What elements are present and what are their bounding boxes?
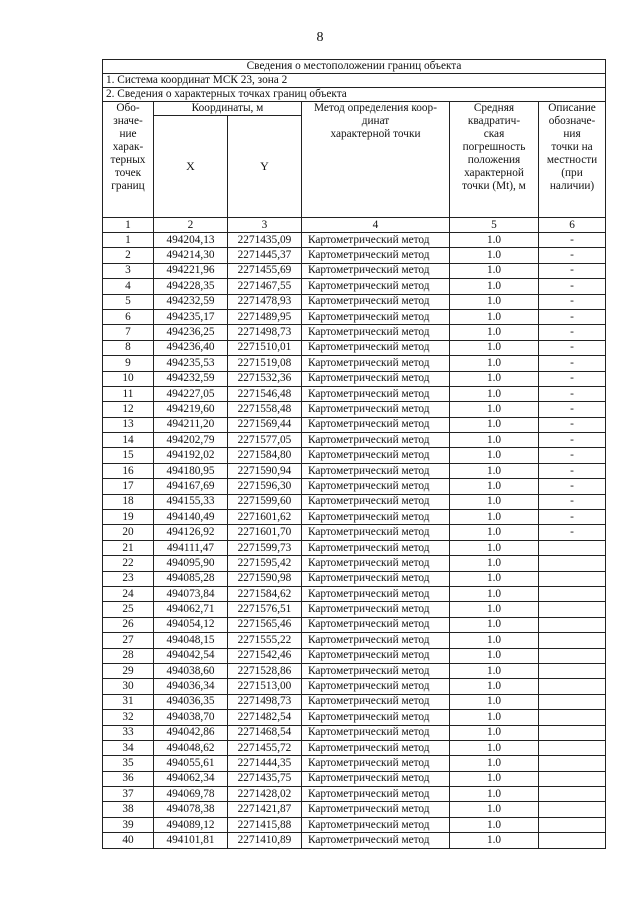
table-row	[103, 633, 606, 648]
method: Картометрический метод	[302, 356, 450, 371]
coord-x: 494069,78	[154, 787, 228, 802]
method: Картометрический метод	[302, 725, 450, 740]
description	[539, 771, 606, 786]
coord-x: 494038,70	[154, 710, 228, 725]
method: Картометрический метод	[302, 710, 450, 725]
header-accuracy: Средняя квадратич- ская погрешность положения характерной точки (Mt), м	[450, 102, 539, 218]
coord-x: 494042,86	[154, 725, 228, 740]
table-row	[103, 233, 606, 248]
accuracy: 1.0	[450, 294, 539, 309]
coord-x: 494048,62	[154, 740, 228, 755]
point-number: 1	[103, 233, 154, 248]
description	[539, 633, 606, 648]
description	[539, 802, 606, 817]
description: -	[539, 386, 606, 401]
coord-x: 494036,35	[154, 694, 228, 709]
point-number: 26	[103, 617, 154, 632]
column-number: 2	[154, 218, 228, 233]
table-row	[103, 433, 606, 448]
coord-y: 2271601,70	[228, 525, 302, 540]
point-number: 18	[103, 494, 154, 509]
table-row	[103, 540, 606, 555]
description	[539, 663, 606, 678]
description	[539, 725, 606, 740]
coord-x: 494202,79	[154, 433, 228, 448]
accuracy: 1.0	[450, 633, 539, 648]
description: -	[539, 402, 606, 417]
point-number: 19	[103, 510, 154, 525]
coord-y: 2271565,46	[228, 617, 302, 632]
table-row	[103, 263, 606, 278]
table-row	[103, 725, 606, 740]
method: Картометрический метод	[302, 694, 450, 709]
description	[539, 694, 606, 709]
boundary-points-table	[102, 59, 606, 849]
coord-x: 494167,69	[154, 479, 228, 494]
coord-x: 494235,53	[154, 356, 228, 371]
point-number: 23	[103, 571, 154, 586]
accuracy: 1.0	[450, 694, 539, 709]
coord-x: 494155,33	[154, 494, 228, 509]
method: Картометрический метод	[302, 771, 450, 786]
table-row	[103, 525, 606, 540]
description	[539, 617, 606, 632]
method: Картометрический метод	[302, 386, 450, 401]
table-row	[103, 833, 606, 848]
accuracy: 1.0	[450, 648, 539, 663]
method: Картометрический метод	[302, 802, 450, 817]
coord-y: 2271595,42	[228, 556, 302, 571]
method: Картометрический метод	[302, 556, 450, 571]
method: Картометрический метод	[302, 617, 450, 632]
coord-x: 494085,28	[154, 571, 228, 586]
point-number: 36	[103, 771, 154, 786]
description	[539, 833, 606, 848]
description	[539, 710, 606, 725]
accuracy: 1.0	[450, 756, 539, 771]
method: Картометрический метод	[302, 571, 450, 586]
coord-y: 2271577,05	[228, 433, 302, 448]
description	[539, 602, 606, 617]
description: -	[539, 433, 606, 448]
point-number: 14	[103, 433, 154, 448]
coord-y: 2271428,02	[228, 787, 302, 802]
table-row	[103, 663, 606, 678]
table-row	[103, 371, 606, 386]
accuracy: 1.0	[450, 386, 539, 401]
coord-y: 2271590,94	[228, 463, 302, 478]
description: -	[539, 309, 606, 324]
accuracy: 1.0	[450, 817, 539, 832]
point-number: 6	[103, 309, 154, 324]
column-number: 4	[302, 218, 450, 233]
header-point: Обо- значе- ние харак- терных точек границ	[103, 102, 154, 218]
description: -	[539, 417, 606, 432]
table-row	[103, 402, 606, 417]
point-number: 4	[103, 279, 154, 294]
coord-x: 494038,60	[154, 663, 228, 678]
table-row	[103, 340, 606, 355]
method: Картометрический метод	[302, 479, 450, 494]
method: Картометрический метод	[302, 494, 450, 509]
description: -	[539, 448, 606, 463]
coord-x: 494140,49	[154, 510, 228, 525]
table-row	[103, 571, 606, 586]
accuracy: 1.0	[450, 263, 539, 278]
coord-x: 494211,20	[154, 417, 228, 432]
method: Картометрический метод	[302, 602, 450, 617]
coord-y: 2271590,98	[228, 571, 302, 586]
accuracy: 1.0	[450, 463, 539, 478]
coord-y: 2271478,93	[228, 294, 302, 309]
point-number: 35	[103, 756, 154, 771]
coord-y: 2271489,95	[228, 309, 302, 324]
table-row	[103, 710, 606, 725]
description: -	[539, 248, 606, 263]
column-number: 5	[450, 218, 539, 233]
coord-y: 2271546,48	[228, 386, 302, 401]
method: Картометрический метод	[302, 279, 450, 294]
point-number: 29	[103, 663, 154, 678]
coord-x: 494192,02	[154, 448, 228, 463]
coord-y: 2271599,60	[228, 494, 302, 509]
accuracy: 1.0	[450, 571, 539, 586]
method: Картометрический метод	[302, 402, 450, 417]
table-row	[103, 248, 606, 263]
description: -	[539, 479, 606, 494]
accuracy: 1.0	[450, 663, 539, 678]
coord-x: 494227,05	[154, 386, 228, 401]
coord-y: 2271455,69	[228, 263, 302, 278]
point-number: 15	[103, 448, 154, 463]
description: -	[539, 356, 606, 371]
point-number: 2	[103, 248, 154, 263]
accuracy: 1.0	[450, 402, 539, 417]
accuracy: 1.0	[450, 740, 539, 755]
description	[539, 756, 606, 771]
coord-x: 494054,12	[154, 617, 228, 632]
coord-y: 2271410,89	[228, 833, 302, 848]
coord-y: 2271482,54	[228, 710, 302, 725]
point-number: 3	[103, 263, 154, 278]
point-number: 33	[103, 725, 154, 740]
coord-y: 2271467,55	[228, 279, 302, 294]
table-row	[103, 679, 606, 694]
method: Картометрический метод	[302, 586, 450, 601]
header-y: Y	[228, 116, 302, 218]
accuracy: 1.0	[450, 771, 539, 786]
point-number: 8	[103, 340, 154, 355]
description: -	[539, 510, 606, 525]
coord-y: 2271569,44	[228, 417, 302, 432]
description: -	[539, 279, 606, 294]
point-number: 11	[103, 386, 154, 401]
accuracy: 1.0	[450, 802, 539, 817]
accuracy: 1.0	[450, 448, 539, 463]
method: Картометрический метод	[302, 633, 450, 648]
description	[539, 740, 606, 755]
table-row	[103, 617, 606, 632]
accuracy: 1.0	[450, 479, 539, 494]
coord-y: 2271519,08	[228, 356, 302, 371]
coord-x: 494236,25	[154, 325, 228, 340]
point-number: 10	[103, 371, 154, 386]
accuracy: 1.0	[450, 356, 539, 371]
method: Картометрический метод	[302, 263, 450, 278]
method: Картометрический метод	[302, 679, 450, 694]
method: Картометрический метод	[302, 309, 450, 324]
method: Картометрический метод	[302, 817, 450, 832]
table-row	[103, 494, 606, 509]
accuracy: 1.0	[450, 371, 539, 386]
table-row	[103, 817, 606, 832]
coord-y: 2271415,88	[228, 817, 302, 832]
description	[539, 540, 606, 555]
table-row	[103, 602, 606, 617]
point-number: 37	[103, 787, 154, 802]
table-row	[103, 694, 606, 709]
coord-x: 494221,96	[154, 263, 228, 278]
method: Картометрический метод	[302, 510, 450, 525]
description: -	[539, 340, 606, 355]
description	[539, 679, 606, 694]
coord-x: 494042,54	[154, 648, 228, 663]
column-number: 1	[103, 218, 154, 233]
method: Картометрический метод	[302, 340, 450, 355]
coord-y: 2271584,80	[228, 448, 302, 463]
coord-x: 494111,47	[154, 540, 228, 555]
table-row	[103, 586, 606, 601]
accuracy: 1.0	[450, 679, 539, 694]
coord-y: 2271558,48	[228, 402, 302, 417]
coord-y: 2271455,72	[228, 740, 302, 755]
description	[539, 787, 606, 802]
coord-x: 494235,17	[154, 309, 228, 324]
point-number: 27	[103, 633, 154, 648]
method: Картометрический метод	[302, 756, 450, 771]
description: -	[539, 263, 606, 278]
point-number: 28	[103, 648, 154, 663]
description	[539, 817, 606, 832]
coord-x: 494126,92	[154, 525, 228, 540]
method: Картометрический метод	[302, 325, 450, 340]
description: -	[539, 233, 606, 248]
coord-x: 494214,30	[154, 248, 228, 263]
coord-y: 2271584,62	[228, 586, 302, 601]
point-number: 16	[103, 463, 154, 478]
table-row	[103, 756, 606, 771]
table-row	[103, 740, 606, 755]
coord-x: 494062,34	[154, 771, 228, 786]
coord-x: 494219,60	[154, 402, 228, 417]
point-number: 17	[103, 479, 154, 494]
method: Картометрический метод	[302, 463, 450, 478]
point-number: 9	[103, 356, 154, 371]
coord-x: 494236,40	[154, 340, 228, 355]
header-coords: Координаты, м	[154, 102, 302, 116]
description	[539, 556, 606, 571]
point-number: 7	[103, 325, 154, 340]
accuracy: 1.0	[450, 279, 539, 294]
description: -	[539, 371, 606, 386]
description	[539, 571, 606, 586]
page-number: 8	[316, 30, 324, 45]
column-number: 3	[228, 218, 302, 233]
accuracy: 1.0	[450, 725, 539, 740]
point-number: 38	[103, 802, 154, 817]
table-row	[103, 279, 606, 294]
coord-x: 494232,59	[154, 294, 228, 309]
method: Картометрический метод	[302, 740, 450, 755]
header-method: Метод определения коор- динат характерной точки	[302, 102, 450, 218]
table-row	[103, 356, 606, 371]
point-number: 22	[103, 556, 154, 571]
coord-x: 494232,59	[154, 371, 228, 386]
method: Картометрический метод	[302, 787, 450, 802]
coord-y: 2271596,30	[228, 479, 302, 494]
point-number: 32	[103, 710, 154, 725]
point-number: 31	[103, 694, 154, 709]
method: Картометрический метод	[302, 371, 450, 386]
method: Картометрический метод	[302, 525, 450, 540]
accuracy: 1.0	[450, 617, 539, 632]
coord-y: 2271468,54	[228, 725, 302, 740]
coord-y: 2271498,73	[228, 694, 302, 709]
accuracy: 1.0	[450, 325, 539, 340]
coord-y: 2271513,00	[228, 679, 302, 694]
description	[539, 586, 606, 601]
table-row	[103, 787, 606, 802]
table-row	[103, 802, 606, 817]
point-number: 24	[103, 586, 154, 601]
point-number: 20	[103, 525, 154, 540]
table-row	[103, 556, 606, 571]
coord-y: 2271542,46	[228, 648, 302, 663]
point-number: 30	[103, 679, 154, 694]
accuracy: 1.0	[450, 417, 539, 432]
accuracy: 1.0	[450, 433, 539, 448]
table-row	[103, 386, 606, 401]
method: Картометрический метод	[302, 833, 450, 848]
method: Картометрический метод	[302, 448, 450, 463]
header-description: Описание обозначе- ния точки на местности (при наличии)	[539, 102, 606, 218]
method: Картометрический метод	[302, 540, 450, 555]
coord-x: 494036,34	[154, 679, 228, 694]
coord-x: 494089,12	[154, 817, 228, 832]
accuracy: 1.0	[450, 309, 539, 324]
description: -	[539, 525, 606, 540]
coord-x: 494228,35	[154, 279, 228, 294]
column-number: 6	[539, 218, 606, 233]
point-number: 5	[103, 294, 154, 309]
point-number: 25	[103, 602, 154, 617]
coord-y: 2271532,36	[228, 371, 302, 386]
accuracy: 1.0	[450, 602, 539, 617]
coord-y: 2271601,62	[228, 510, 302, 525]
method: Картометрический метод	[302, 248, 450, 263]
accuracy: 1.0	[450, 586, 539, 601]
coord-y: 2271444,35	[228, 756, 302, 771]
point-number: 12	[103, 402, 154, 417]
method: Картометрический метод	[302, 663, 450, 678]
point-number: 39	[103, 817, 154, 832]
header-x: X	[154, 116, 228, 218]
accuracy: 1.0	[450, 233, 539, 248]
table-row	[103, 510, 606, 525]
accuracy: 1.0	[450, 494, 539, 509]
description: -	[539, 463, 606, 478]
description: -	[539, 294, 606, 309]
table-row	[103, 309, 606, 324]
table-row	[103, 417, 606, 432]
coord-y: 2271445,37	[228, 248, 302, 263]
point-number: 21	[103, 540, 154, 555]
description: -	[539, 325, 606, 340]
coord-x: 494048,15	[154, 633, 228, 648]
coord-x: 494180,95	[154, 463, 228, 478]
section-title: 2. Сведения о характерных точках границ объекта	[103, 88, 606, 102]
coord-x: 494095,90	[154, 556, 228, 571]
coord-x: 494204,13	[154, 233, 228, 248]
description: -	[539, 494, 606, 509]
table-title: Сведения о местоположении границ объекта	[103, 60, 606, 74]
table-row	[103, 648, 606, 663]
point-number: 40	[103, 833, 154, 848]
coord-y: 2271435,75	[228, 771, 302, 786]
method: Картометрический метод	[302, 433, 450, 448]
accuracy: 1.0	[450, 556, 539, 571]
method: Картометрический метод	[302, 233, 450, 248]
table-row	[103, 479, 606, 494]
accuracy: 1.0	[450, 510, 539, 525]
coord-y: 2271435,09	[228, 233, 302, 248]
table-row	[103, 463, 606, 478]
table-row	[103, 325, 606, 340]
coord-y: 2271555,22	[228, 633, 302, 648]
accuracy: 1.0	[450, 833, 539, 848]
accuracy: 1.0	[450, 787, 539, 802]
coord-y: 2271599,73	[228, 540, 302, 555]
coord-y: 2271498,73	[228, 325, 302, 340]
accuracy: 1.0	[450, 540, 539, 555]
coord-y: 2271576,51	[228, 602, 302, 617]
point-number: 13	[103, 417, 154, 432]
coord-x: 494062,71	[154, 602, 228, 617]
method: Картометрический метод	[302, 417, 450, 432]
coord-x: 494073,84	[154, 586, 228, 601]
table-row	[103, 771, 606, 786]
accuracy: 1.0	[450, 340, 539, 355]
coordinate-system: 1. Система координат МСК 23, зона 2	[103, 74, 606, 88]
table-row	[103, 294, 606, 309]
coord-y: 2271510,01	[228, 340, 302, 355]
point-number: 34	[103, 740, 154, 755]
coord-x: 494078,38	[154, 802, 228, 817]
accuracy: 1.0	[450, 525, 539, 540]
accuracy: 1.0	[450, 710, 539, 725]
coord-x: 494055,61	[154, 756, 228, 771]
description	[539, 648, 606, 663]
method: Картометрический метод	[302, 648, 450, 663]
table-row	[103, 448, 606, 463]
coord-x: 494101,81	[154, 833, 228, 848]
coord-y: 2271528,86	[228, 663, 302, 678]
method: Картометрический метод	[302, 294, 450, 309]
coord-y: 2271421,87	[228, 802, 302, 817]
accuracy: 1.0	[450, 248, 539, 263]
